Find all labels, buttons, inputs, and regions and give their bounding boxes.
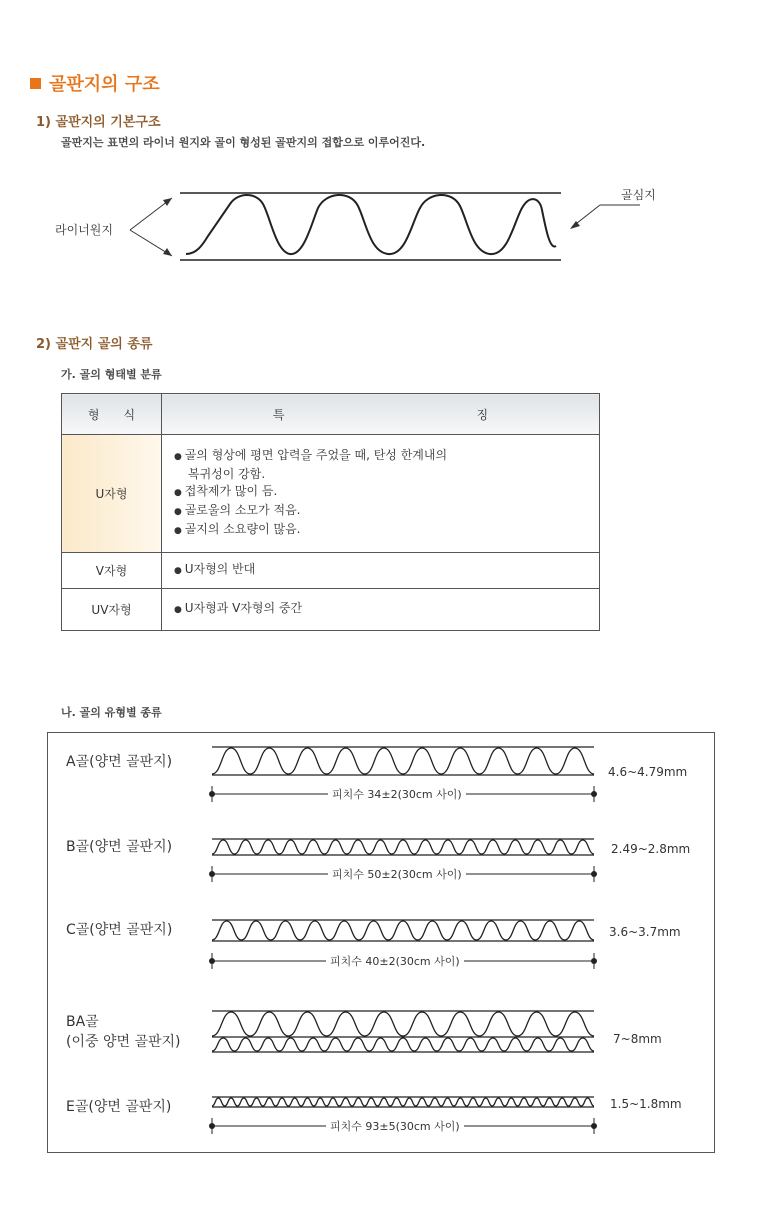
flute-a-pitch-dot-right [591, 791, 597, 797]
flute-name-ba-1: BA골 [66, 1014, 99, 1030]
flute-c-wave [212, 921, 594, 940]
section2-heading: 2) 골판지 골의 종류 [36, 337, 153, 352]
feature-item: ● 접착제가 많이 듬. [174, 483, 587, 502]
flute-e-wave [212, 1098, 594, 1106]
flute-ba-lower-wave [212, 1038, 594, 1051]
feature-item: ● 골의 형상에 평면 압력을 주었을 때, 탄성 한계내의 [174, 447, 587, 466]
feature-item: 복귀성이 강함. [188, 467, 266, 481]
flute-a-wave [212, 748, 594, 774]
flute-pitch-e: 피치수 93±5(30cm 사이) [326, 1118, 464, 1134]
table-header-features: 특 징 [162, 394, 600, 435]
flute-ba-upper-wave [212, 1012, 594, 1036]
page-title-text: 골판지의 구조 [49, 74, 160, 95]
flute-b-pitch-dot-left [209, 871, 215, 877]
flute-name-c: C골(양면 골판지) [66, 922, 173, 938]
flute-b-wave [212, 840, 594, 854]
flute-pitch-a: 피치수 34±2(30cm 사이) [328, 786, 466, 802]
feature-item: ● U자형의 반대 [174, 561, 587, 580]
type-cell: V자형 [62, 553, 162, 589]
flute-name-b: B골(양면 골판지) [66, 839, 173, 855]
flute-thickness-c: 3.6~3.7mm [609, 925, 681, 939]
subheading-b: 나. 골의 유형별 종류 [61, 706, 162, 719]
flute-b-pitch-dot-right [591, 871, 597, 877]
flute-thickness-b: 2.49~2.8mm [611, 842, 691, 856]
type-cell: UV자형 [62, 589, 162, 631]
table-header-type: 형 식 [62, 394, 162, 435]
flute-name-a: A골(양면 골판지) [66, 754, 173, 770]
feature-item: ● 골지의 소요량이 많음. [174, 521, 587, 540]
feature-item: ● U자형과 V자형의 중간 [174, 600, 587, 619]
flute-name-e: E골(양면 골판지) [66, 1099, 172, 1115]
subheading-a: 가. 골의 형태별 분류 [61, 368, 162, 381]
flute-e-pitch-dot-right [591, 1123, 597, 1129]
type-cell: U자형 [62, 435, 162, 553]
flute-thickness-ba: 7~8mm [613, 1032, 662, 1046]
flute-c-pitch-dot-right [591, 958, 597, 964]
feature-item: ● 골로울의 소모가 적음. [174, 502, 587, 521]
flute-a-pitch-dot-left [209, 791, 215, 797]
section1-text: 골판지는 표면의 라이너 원지와 골이 형성된 골판지의 접합으로 이루어진다. [61, 136, 426, 149]
flute-pitch-c: 피치수 40±2(30cm 사이) [326, 953, 464, 969]
flute-c-pitch-dot-left [209, 958, 215, 964]
flute-name-ba-2: (이중 양면 골판지) [66, 1034, 181, 1050]
flute-thickness-e: 1.5~1.8mm [610, 1097, 682, 1111]
liner-label: 라이너원지 [55, 223, 113, 237]
flute-pitch-b: 피치수 50±2(30cm 사이) [328, 866, 466, 882]
flute-e-pitch-dot-left [209, 1123, 215, 1129]
section1-heading: 1) 골판지의 기본구조 [36, 115, 161, 130]
core-label: 골심지 [621, 188, 656, 202]
flute-thickness-a: 4.6~4.79mm [608, 765, 688, 779]
